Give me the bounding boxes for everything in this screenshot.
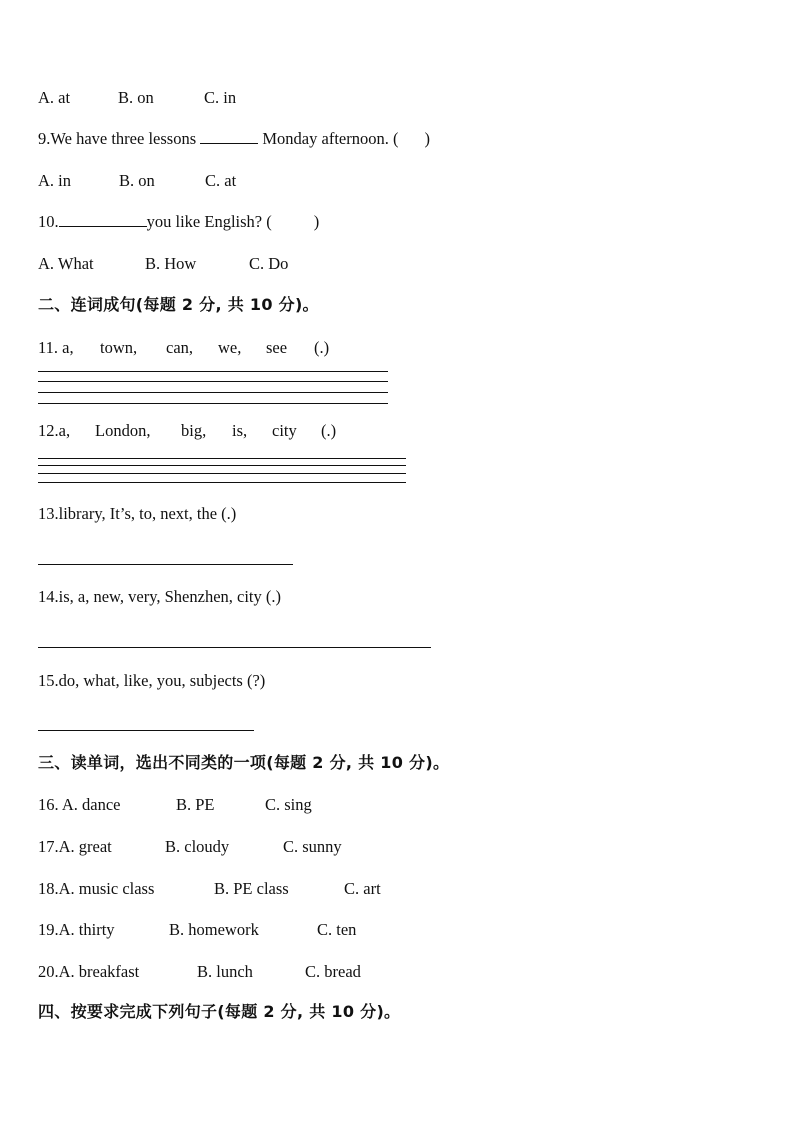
question-16 bbox=[38, 795, 312, 815]
q9-text-pre: 9.We have three lessons bbox=[38, 129, 201, 148]
q19-option-b: B. homework bbox=[169, 920, 259, 939]
question-15: 15.do, what, like, you, subjects (?) bbox=[38, 671, 266, 690]
q16-option-b: B. PE bbox=[176, 795, 215, 814]
question-13: 13.library, It’s, to, next, the (.) bbox=[38, 504, 237, 523]
q14-answer-line[interactable] bbox=[38, 647, 431, 648]
q11-writing-line[interactable] bbox=[38, 403, 388, 404]
q9-options bbox=[38, 171, 236, 191]
q18-option-a: 18.A. music class bbox=[38, 879, 155, 898]
q8-option-b: B. on bbox=[118, 88, 154, 107]
q11-number: 11. a, bbox=[38, 338, 74, 357]
question-10 bbox=[38, 212, 319, 232]
question-20 bbox=[38, 962, 361, 982]
q11-word: (.) bbox=[314, 338, 330, 357]
q11-word: see bbox=[266, 338, 288, 357]
question-19 bbox=[38, 920, 356, 940]
question-11 bbox=[38, 338, 329, 358]
q11-word: town, bbox=[100, 338, 138, 357]
q9-text-post: Monday afternoon. ( bbox=[258, 129, 399, 148]
q20-option-a: 20.A. breakfast bbox=[38, 962, 140, 981]
q11-writing-line[interactable] bbox=[38, 381, 388, 382]
q19-option-a: 19.A. thirty bbox=[38, 920, 115, 939]
q12-number: 12.a, bbox=[38, 421, 71, 440]
q12-word: London, bbox=[95, 421, 151, 440]
q13-answer-line[interactable] bbox=[38, 564, 293, 565]
q9-paren-close: ) bbox=[424, 129, 430, 148]
q12-writing-line[interactable] bbox=[38, 473, 406, 474]
q17-option-c: C. sunny bbox=[283, 837, 342, 856]
q10-option-a: A. What bbox=[38, 254, 94, 273]
q8-option-a: A. at bbox=[38, 88, 71, 107]
q12-writing-line[interactable] bbox=[38, 482, 406, 483]
q8-options bbox=[38, 88, 236, 108]
q11-writing-line[interactable] bbox=[38, 371, 388, 372]
q18-option-c: C. art bbox=[344, 879, 381, 898]
question-17 bbox=[38, 837, 342, 857]
q12-word: big, bbox=[181, 421, 207, 440]
q12-word: is, bbox=[232, 421, 248, 440]
section-4-heading: 四、按要求完成下列句子(每题 2 分, 共 10 分)。 bbox=[38, 1002, 401, 1021]
q15-answer-line[interactable] bbox=[38, 730, 254, 731]
q11-word: we, bbox=[218, 338, 242, 357]
q9-option-b: B. on bbox=[119, 171, 155, 190]
q9-option-a: A. in bbox=[38, 171, 71, 190]
q10-options bbox=[38, 254, 288, 274]
q11-word: can, bbox=[166, 338, 194, 357]
q10-option-c: C. Do bbox=[249, 254, 289, 273]
q9-answer-blank[interactable] bbox=[200, 129, 258, 144]
q12-writing-line[interactable] bbox=[38, 465, 406, 466]
q20-option-c: C. bread bbox=[305, 962, 361, 981]
q16-option-c: C. sing bbox=[265, 795, 312, 814]
q10-option-b: B. How bbox=[145, 254, 197, 273]
q12-word: (.) bbox=[321, 421, 337, 440]
q10-text-post: you like English? ( bbox=[146, 212, 272, 231]
q10-paren-close: ) bbox=[313, 212, 320, 231]
question-14: 14.is, a, new, very, Shenzhen, city (.) bbox=[38, 587, 281, 606]
q17-option-b: B. cloudy bbox=[165, 837, 230, 856]
q12-word: city bbox=[272, 421, 297, 440]
question-12 bbox=[38, 421, 336, 441]
question-18 bbox=[38, 879, 381, 899]
section-3-heading: 三、读单词，选出不同类的一项(每题 2 分, 共 10 分)。 bbox=[38, 753, 450, 772]
q17-option-a: 17.A. great bbox=[38, 837, 112, 856]
q11-writing-line[interactable] bbox=[38, 392, 388, 393]
q20-option-b: B. lunch bbox=[197, 962, 253, 981]
q9-option-c: C. at bbox=[205, 171, 237, 190]
q19-option-c: C. ten bbox=[317, 920, 357, 939]
q10-text-pre: 10. bbox=[38, 212, 59, 231]
q12-writing-line[interactable] bbox=[38, 458, 406, 459]
q8-option-c: C. in bbox=[204, 88, 237, 107]
q10-answer-blank[interactable] bbox=[59, 212, 147, 227]
question-9 bbox=[38, 129, 430, 149]
q18-option-b: B. PE class bbox=[214, 879, 289, 898]
q16-option-a: 16. A. dance bbox=[38, 795, 121, 814]
section-2-heading: 二、连词成句(每题 2 分, 共 10 分)。 bbox=[38, 295, 319, 314]
